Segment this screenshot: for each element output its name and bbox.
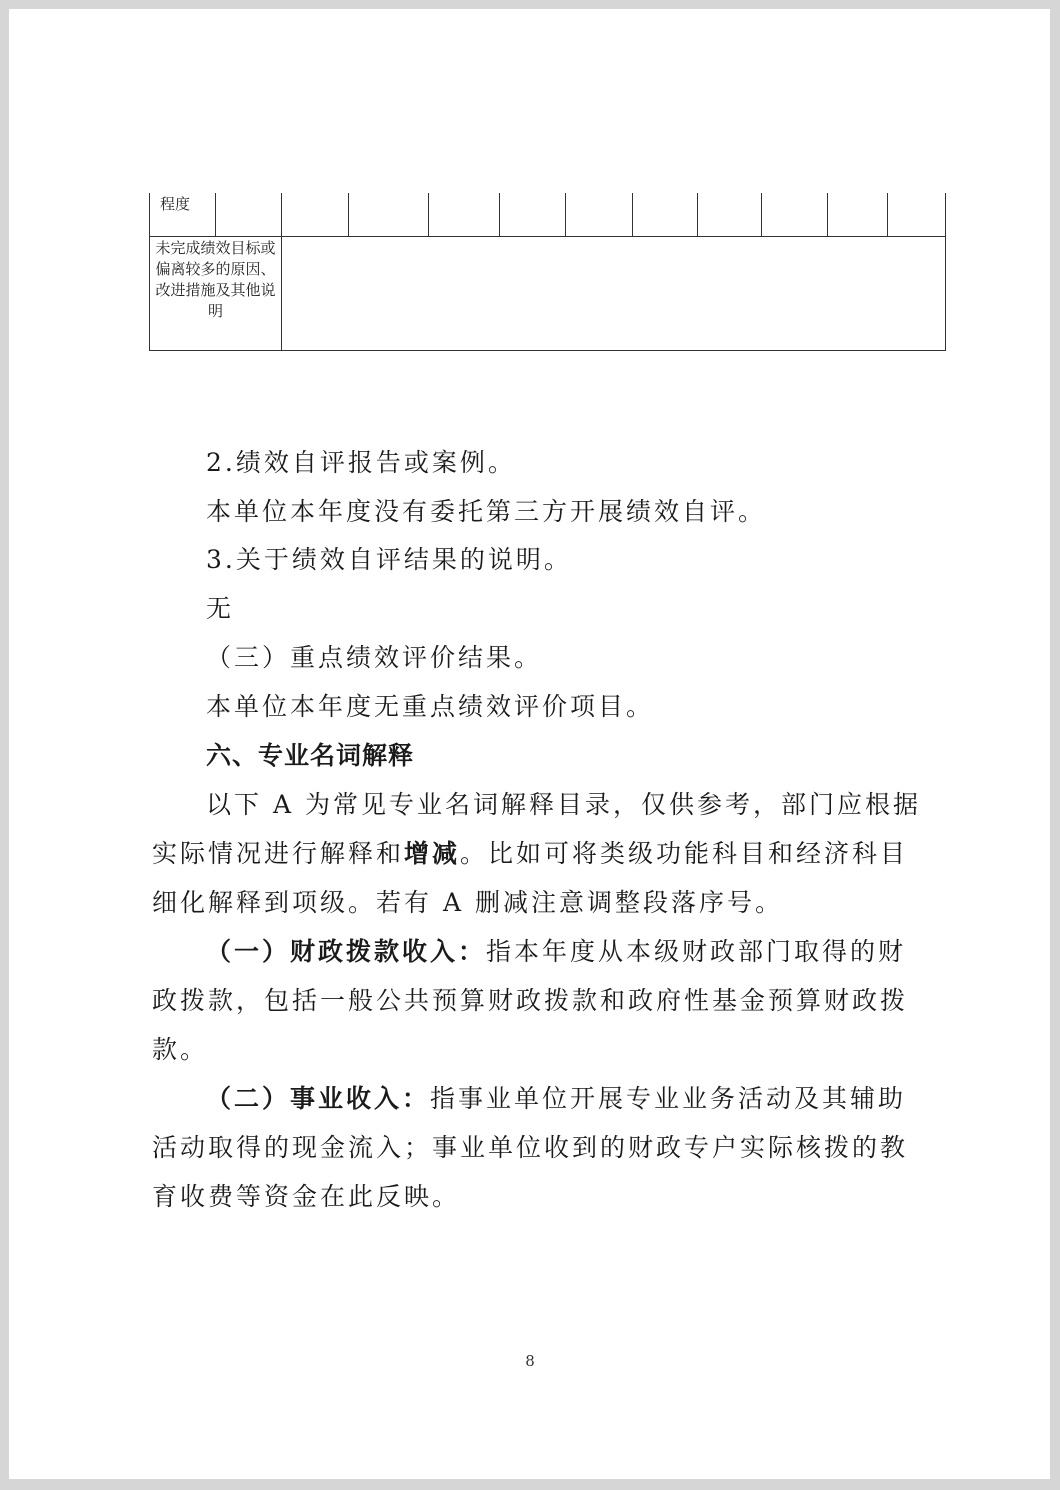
term-1-line-1: （一）财政拨款收入：指本年度从本级财政部门取得的财	[206, 937, 907, 966]
table-row	[150, 237, 946, 351]
row-label-explanation: 未完成绩效目标或偏离较多的原因、改进措施及其他说明	[150, 237, 282, 351]
intro-line-1: 以下 A 为常见专业名词解释目录，仅供参考，部门应根据	[206, 790, 921, 819]
row-label-degree: 程度	[150, 193, 216, 237]
performance-table	[149, 193, 946, 351]
table-cell	[888, 193, 946, 237]
table-cell	[500, 193, 566, 237]
key-evaluation-title: （三）重点绩效评价结果。	[206, 643, 543, 672]
section-2-body: 本单位本年度没有委托第三方开展绩效自评。	[206, 497, 767, 526]
table-cell	[349, 193, 429, 237]
table-cell	[282, 193, 349, 237]
term-1-line-2: 政拨款，包括一般公共预算财政拨款和政府性基金预算财政拨	[152, 986, 909, 1015]
intro-line-3: 细化解释到项级。若有 A 删减注意调整段落序号。	[152, 888, 783, 917]
term-2-line-3: 育收费等资金在此反映。	[152, 1182, 461, 1211]
section-3-title: 3.关于绩效自评结果的说明。	[206, 545, 572, 574]
section-3-body: 无	[206, 594, 235, 623]
term-1-label: （一）财政拨款收入：	[206, 937, 487, 966]
table-row	[150, 193, 946, 237]
table-cell	[762, 193, 828, 237]
heading-six: 六、专业名词解释	[206, 741, 415, 770]
term-2-line-2: 活动取得的现金流入；事业单位收到的财政专户实际核拨的教	[152, 1133, 909, 1162]
table-cell-explanation	[282, 237, 946, 351]
term-1-line-3: 款。	[152, 1035, 209, 1064]
table-cell	[828, 193, 888, 237]
table-cell	[216, 193, 282, 237]
bold-term: 增减	[404, 839, 461, 868]
key-evaluation-body: 本单位本年度无重点绩效评价项目。	[206, 692, 655, 721]
page-number: 8	[525, 1352, 535, 1370]
table-cell	[429, 193, 500, 237]
term-2-label: （二）事业收入：	[206, 1084, 431, 1113]
intro-line-2: 实际情况进行解释和增减。比如可将类级功能科目和经济科目	[152, 839, 909, 868]
section-2-title: 2.绩效自评报告或案例。	[206, 448, 516, 477]
table-cell	[698, 193, 762, 237]
table-cell	[566, 193, 633, 237]
term-2-line-1: （二）事业收入：指事业单位开展专业业务活动及其辅助	[206, 1084, 907, 1113]
table-cell	[633, 193, 698, 237]
